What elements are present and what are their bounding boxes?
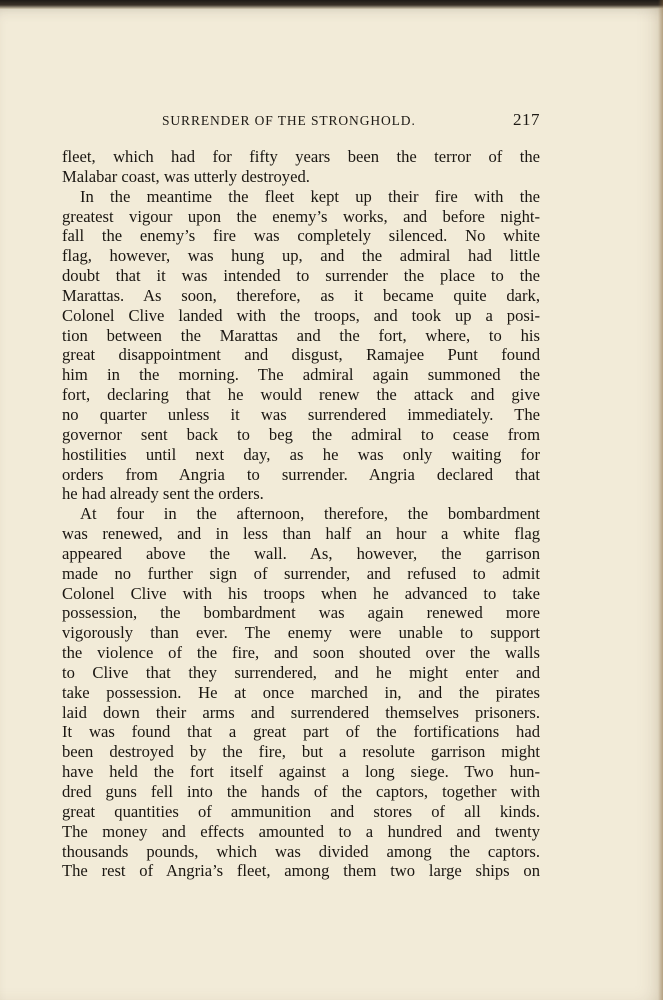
text-line: greatest vigour upon the enemy’s works, and before night-	[62, 206, 540, 226]
text-line: fort, declaring that he would renew the attack and give	[62, 385, 540, 405]
paragraph-2	[62, 187, 540, 505]
text-line: doubt that it was intended to surrender the place to the	[62, 266, 540, 286]
text-line: take possession. He at once marched in, and the pirates	[62, 682, 540, 702]
text-line: flag, however, was hung up, and the admiral had little	[62, 246, 540, 266]
text-line: was renewed, and in less than half an hour a white flag	[62, 524, 540, 544]
paragraph-1	[62, 147, 540, 187]
text-line: It was found that a great part of the fortifications had	[62, 722, 540, 742]
running-head: SURRENDER OF THE STRONGHOLD.	[162, 113, 416, 128]
text-line: At four in the afternoon, therefore, the bombardment	[80, 504, 540, 524]
text-line: been destroyed by the fire, but a resolute garrison might	[62, 742, 540, 762]
text-line: have held the fort itself against a long siege. Two hun-	[62, 762, 540, 782]
text-line: tion between the Marattas and the fort, where, to his	[62, 325, 540, 345]
text-line: Marattas. As soon, therefore, as it became quite dark,	[62, 285, 540, 305]
page-right-edge	[658, 0, 663, 1000]
text-line: The rest of Angria’s fleet, among them two large ships on	[62, 861, 540, 881]
text-line: governor sent back to beg the admiral to cease from	[62, 424, 540, 444]
page-number: 217	[513, 110, 540, 129]
text-line: laid down their arms and surrendered themselves prisoners.	[62, 702, 540, 722]
text-line: him in the morning. The admiral again summoned the	[62, 365, 540, 385]
text-line: vigorously than ever. The enemy were unable to support	[62, 623, 540, 643]
text-line: Malabar coast, was utterly destroyed.	[62, 166, 310, 186]
page-header	[62, 110, 540, 134]
paragraph-3	[62, 504, 540, 881]
text-line: made no further sign of surrender, and refused to admit	[62, 563, 540, 583]
text-line: fleet, which had for fifty years been the terror of the	[62, 147, 540, 166]
text-line: no quarter unless it was surrendered immediately. The	[62, 404, 540, 424]
text-line: possession, the bombardment was again renewed more	[62, 603, 540, 623]
text-line: Colonel Clive with his troops when he advanced to take	[62, 583, 540, 603]
body-text	[62, 147, 540, 881]
text-line: great disappointment and disgust, Ramajee Punt found	[62, 345, 540, 365]
text-line: appeared above the wall. As, however, the garrison	[62, 543, 540, 563]
text-line: the violence of the fire, and soon shouted over the walls	[62, 643, 540, 663]
page-top-edge	[0, 0, 663, 9]
text-line: dred guns fell into the hands of the captors, together with	[62, 782, 540, 801]
text-line: to Clive that they surrendered, and he might enter and	[62, 662, 540, 682]
text-line: The money and effects amounted to a hundred and twenty	[62, 821, 540, 841]
text-line: Colonel Clive landed with the troops, and took up a posi-	[62, 305, 540, 325]
text-line: hostilities until next day, as he was only waiting for	[62, 444, 540, 464]
text-line: In the meantime the fleet kept up their fire with the	[80, 186, 540, 206]
text-line: fall the enemy’s fire was completely silenced. No white	[62, 226, 540, 246]
text-line: great quantities of ammunition and stores of all kinds.	[62, 801, 540, 821]
text-line: orders from Angria to surrender. Angria declared that	[62, 464, 540, 484]
text-line: he had already sent the orders.	[62, 484, 264, 504]
text-line: thousands pounds, which was divided among the captors.	[62, 841, 540, 861]
